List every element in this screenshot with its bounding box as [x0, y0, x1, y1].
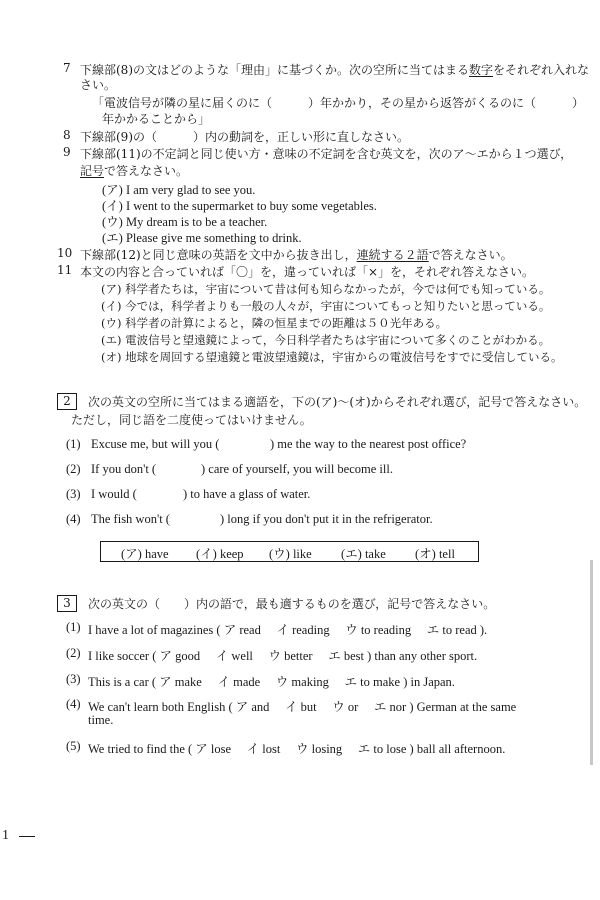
- item-7-quote: 「電波信号が隣の星に届くのに（ ）年かかり，その星から返答がくるのに（ ）: [92, 96, 585, 110]
- item-10-number: 10: [57, 246, 73, 260]
- q2-item-number: (1): [66, 437, 81, 451]
- q3-item-text: I have a lot of magazines ( ア read イ reading ウ to reading エ to read ).: [88, 623, 488, 637]
- q2-item-number: (2): [66, 462, 81, 476]
- item-11-option: (イ) 今では，科学者よりも一般の人々が，宇宙についてもっと知りたいと思っている。: [101, 299, 551, 313]
- q2-item-text-b: ) care of yourself, you will become ill.: [201, 462, 393, 476]
- q2-item-text-b: ) long if you don't put it in the refrigerator.: [220, 512, 433, 526]
- q3-item-number: (4): [66, 697, 81, 711]
- q3-item-number: (1): [66, 620, 81, 634]
- q2-item-text-a: If you don't (: [91, 462, 157, 476]
- item-11-text: 本文の内容と合っていれば「〇」を，違っていれば「×」を，それぞれ答えなさい。: [80, 265, 535, 279]
- word-choice-box: [100, 541, 479, 562]
- q3-item-number: (5): [66, 739, 81, 753]
- page-number: 1: [2, 828, 9, 843]
- question-3-number-box: 3: [57, 595, 77, 612]
- word-choice: (ア) have: [121, 547, 169, 561]
- q3-item-text: We can't learn both English ( ア and イ but ウ or エ nor ) German at the same: [88, 700, 517, 714]
- q2-item-number: (4): [66, 512, 81, 526]
- word-choice: (エ) take: [341, 547, 386, 561]
- q3-item-text: We tried to find the ( ア lose イ lost ウ losing エ to lose ) ball all afternoon.: [88, 742, 506, 756]
- item-9-text: 下線部(11)の不定詞と同じ使い方・意味の不定詞を含む英文を，次のア～エから１つ選び，: [80, 147, 573, 161]
- q2-item-text-b: ) me the way to the nearest post office?: [270, 437, 467, 451]
- item-10-text: 下線部(12)と同じ意味の英語を文中から抜き出し，連続する２語で答えなさい。: [80, 248, 513, 262]
- q3-item-text: This is a car ( ア make イ made ウ making エ to make ) in Japan.: [88, 675, 455, 689]
- item-9-number: 9: [63, 145, 71, 159]
- item-7-quote-cont: 年かかることから」: [102, 112, 211, 126]
- question-2-instruction: 次の英文の空所に当てはまる適語を，下の(ア)～(オ)からそれぞれ選び，記号で答えなさい。: [88, 395, 587, 409]
- q3-item-number: (2): [66, 646, 81, 660]
- item-9-option: (ウ) My dream is to be a teacher.: [102, 215, 268, 229]
- question-2-instruction-cont: ただし，同じ語を二度使ってはいけません。: [71, 413, 312, 427]
- q2-item-text-a: I would (: [91, 487, 137, 501]
- q2-item-number: (3): [66, 487, 81, 501]
- question-3-instruction: 次の英文の（ ）内の語で，最も適するものを選び，記号で答えなさい。: [88, 597, 496, 611]
- item-8-text: 下線部(9)の（ ）内の動詞を，正しい形に直しなさい。: [80, 130, 410, 144]
- item-7-text-cont: さい。: [80, 78, 117, 92]
- q3-item-text-cont: time.: [88, 713, 114, 727]
- item-7-text: 下線部(8)の文はどのような「理由」に基づくか。次の空所に当てはまる数字をそれぞれ入れな: [80, 63, 590, 77]
- item-11-option: (オ) 地球を周回する望遠鏡と電波望遠鏡は，宇宙からの電波信号をすでに受信している。: [101, 350, 563, 364]
- q2-item-text-a: The fish won't (: [91, 512, 170, 526]
- word-choice: (ウ) like: [269, 547, 312, 561]
- word-choice: (オ) tell: [415, 547, 455, 561]
- item-9-option: (イ) I went to the supermarket to buy some vegetables.: [102, 199, 377, 213]
- item-9-option: (エ) Please give me something to drink.: [102, 231, 302, 245]
- item-8-number: 8: [63, 128, 71, 142]
- item-9-text-cont: 記号で答えなさい。: [80, 164, 189, 178]
- page-number-dash: [19, 836, 35, 837]
- q3-item-number: (3): [66, 672, 81, 686]
- item-9-option: (ア) I am very glad to see you.: [102, 183, 256, 197]
- q3-item-text: I like soccer ( ア good イ well ウ better エ best ) than any other sport.: [88, 649, 478, 663]
- item-11-option: (ウ) 科学者の計算によると，隣の恒星までの距離は５０光年ある。: [101, 316, 448, 330]
- item-7-number: 7: [63, 61, 71, 75]
- q2-item-text-a: Excuse me, but will you (: [91, 437, 220, 451]
- binding-shadow: [590, 560, 593, 765]
- item-11-option: (ア) 科学者たちは，宇宙について昔は何も知らなかったが，今では何でも知っている。: [101, 282, 551, 296]
- item-11-option: (エ) 電波信号と望遠鏡によって，今日科学者たちは宇宙について多くのことがわかる。: [101, 333, 551, 347]
- q2-item-text-b: ) to have a glass of water.: [183, 487, 311, 501]
- question-2-number-box: 2: [57, 393, 77, 410]
- word-choice: (イ) keep: [196, 547, 244, 561]
- item-11-number: 11: [57, 263, 73, 277]
